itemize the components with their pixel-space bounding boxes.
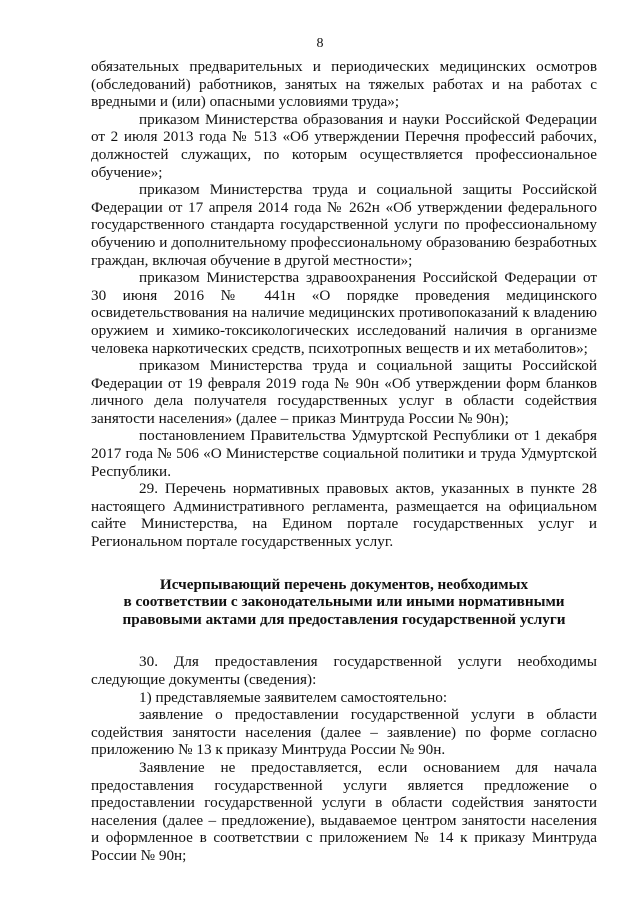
paragraph-mandatory-checkups: обязательных предварительных и периодических медицинских осмотров (обследований) работников, занятых на тяжелых работах и на работах с вредными и (или) опасными условиями труда»; [91,58,597,111]
section-heading-line: в соответствии с законодательными или иными нормативными [123,593,565,611]
paragraph-order-mintrud-90n: приказом Министерства труда и социальной защиты Российской Федерации от 19 февраля 2019 года № 90н «Об утверждении форм бланков личного дела получателя государственных услуг в области содействия занятости населения» (далее – приказ Минтруда России № 90н); [91,357,597,427]
paragraph-resolution-udmurt: постановлением Правительства Удмуртской Республики от 1 декабря 2017 года № 506 «О Министерстве социальной политики и труда Удмуртской Республики. [91,427,597,480]
paragraph-order-minobr: приказом Министерства образования и науки Российской Федерации от 2 июля 2013 года № 513 «Об утверждении Перечня профессий рабочих, должностей служащих, по которым осуществляется профессиональное обучение»; [91,110,597,181]
section-heading [91,576,597,629]
section-heading-line: Исчерпывающий перечень документов, необходимых [159,575,529,593]
section-heading-line: правовыми актами для предоставления государственной услуги [122,610,566,628]
document-body [91,58,597,865]
paragraph-item-30: 30. Для предоставления государственной услуги необходимы следующие документы (сведения): [91,653,597,688]
paragraph-order-mintrud-262n: приказом Министерства труда и социальной защиты Российской Федерации от 17 апреля 2014 года № 262н «Об утверждении федерального государственного стандарта государственной услуги по профессиональному обучению и дополнительному профессиональному образованию безработных граждан, включая обучение в другой местности»; [91,181,597,269]
paragraph-item-30-1: 1) представляемые заявителем самостоятельно: [139,688,448,706]
paragraph-application: заявление о предоставлении государственной услуги в области содействия занятости населения (далее – заявление) по форме согласно приложению № 13 к приказу Минтруда России № 90н. [91,706,597,759]
page-number: 8 [316,36,324,51]
paragraph-item-29: 29. Перечень нормативных правовых актов, указанных в пункте 28 настоящего Административного регламента, размещается на официальном сайте Министерства, на Едином портале государственных услуг и Региональном портале государственных услуг. [91,480,597,551]
paragraph-application-not-provided: Заявление не предоставляется, если основанием для начала предоставления государственной услуги является предложение о предоставлении государственной услуги в области содействия занятости населения (далее – предложение), выдаваемое центром занятости населения и оформленное в соответствии с приложением № 14 к приказу Минтруда России № 90н; [91,758,597,864]
paragraph-order-minzdrav-441n: приказом Министерства здравоохранения Российской Федерации от 30 июня 2016 № 441н «О порядке проведения медицинского освидетельствования на наличие медицинских противопоказаний к владению оружием и химико-токсикологических исследований наличия в организме человека наркотических средств, психотропных веществ и их метаболитов»; [91,269,597,357]
